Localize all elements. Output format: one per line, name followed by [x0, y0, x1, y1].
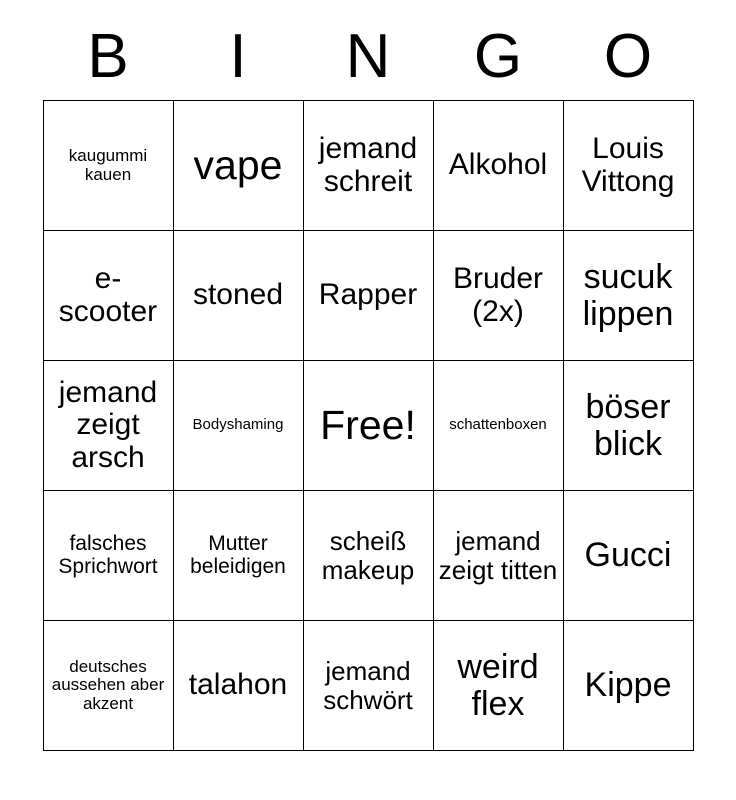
bingo-cell-free[interactable]: Free! — [303, 361, 433, 491]
bingo-cell[interactable]: stoned — [173, 231, 303, 361]
bingo-cell[interactable]: Alkohol — [433, 101, 563, 231]
bingo-cell[interactable]: deutsches aussehen aber akzent — [43, 621, 173, 751]
bingo-cell[interactable]: Rapper — [303, 231, 433, 361]
bingo-cell[interactable]: Bodyshaming — [173, 361, 303, 491]
bingo-cell[interactable]: jemand zeigt arsch — [43, 361, 173, 491]
bingo-cell[interactable]: schattenboxen — [433, 361, 563, 491]
bingo-cell[interactable]: scheiß makeup — [303, 491, 433, 621]
bingo-row — [43, 231, 693, 361]
bingo-cell[interactable]: sucuk lippen — [563, 231, 693, 361]
bingo-letter-i: I — [229, 22, 247, 91]
bingo-row — [43, 621, 693, 751]
bingo-cell[interactable]: vape — [173, 101, 303, 231]
bingo-cell[interactable]: talahon — [173, 621, 303, 751]
bingo-cell[interactable]: kaugummi kauen — [43, 101, 173, 231]
bingo-grid — [43, 100, 694, 751]
bingo-cell[interactable]: böser blick — [563, 361, 693, 491]
bingo-row — [43, 491, 693, 621]
bingo-row — [43, 101, 693, 231]
bingo-cell[interactable]: jemand schwört — [303, 621, 433, 751]
bingo-cell[interactable]: e-scooter — [43, 231, 173, 361]
bingo-cell[interactable]: Gucci — [563, 491, 693, 621]
bingo-cell[interactable]: jemand zeigt titten — [433, 491, 563, 621]
bingo-cell[interactable]: jemand schreit — [303, 101, 433, 231]
bingo-row — [43, 361, 693, 491]
bingo-letter-n: N — [345, 22, 391, 91]
bingo-cell[interactable]: weird flex — [433, 621, 563, 751]
bingo-cell[interactable]: Kippe — [563, 621, 693, 751]
bingo-cell[interactable]: falsches Sprichwort — [43, 491, 173, 621]
bingo-letter-o: O — [603, 22, 653, 91]
bingo-cell[interactable]: Louis Vittong — [563, 101, 693, 231]
bingo-letter-g: G — [473, 22, 523, 91]
bingo-letter-b: B — [87, 22, 129, 91]
bingo-cell[interactable]: Mutter beleidigen — [173, 491, 303, 621]
bingo-cell[interactable]: Bruder (2x) — [433, 231, 563, 361]
bingo-title — [43, 0, 693, 92]
